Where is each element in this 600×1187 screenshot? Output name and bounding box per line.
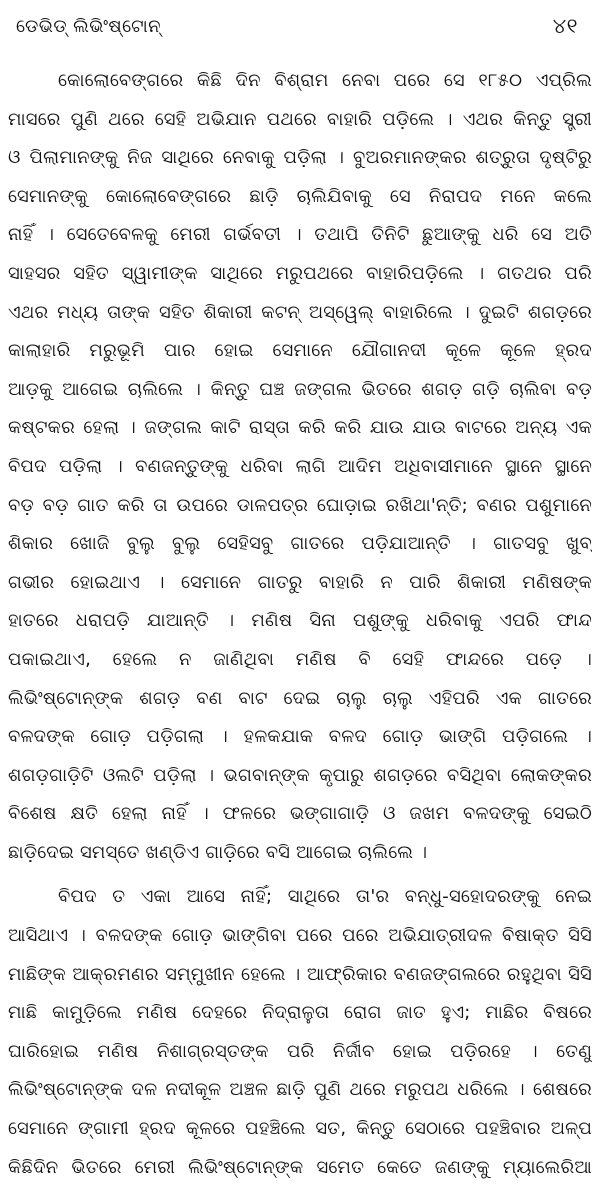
text-line: ଲିଭିଂଷ୍ଟୋନ୍‌ଙ୍କ ଶଗଡ଼ ବଣ ବାଟ ଦେଇ ଚାଲୁ ଚାଲୁ ଏହିପରି ଏକ ଗାତରେ: [8, 687, 592, 709]
running-header: [16, 0, 582, 52]
text-line: ଏଥର ମଧ୍ୟ ତାଙ୍କ ସହିତ ଶିକାରୀ କଟନ୍ ଅସ୍‌ୱେଲ୍ ବାହାରିଲେ । ଦୁଇଟି ଶଗଡ଼ରେ: [8, 301, 592, 323]
text-line: ସେମାନେ ଙ୍ଗାମୀ ହ୍ରଦ କୂଳରେ ପହଞ୍ଚିଲେ ସତ, କିନ୍ତୁ ସେଠାରେ ପହଞ୍ଚିବାର ଅଳ୍ପ: [8, 1118, 592, 1140]
text-line: ବିଶେଷ କ୍ଷତି ହେଲା ନାହିଁ । ଫଳରେ ଭଙ୍ଗାଗାଡ଼ି ଓ ଜଖମ ବଳଦଙ୍କୁ ସେଇଠି: [8, 803, 592, 825]
text-line: ଶିକାର ଖୋଜି ବୁଲୁ ବୁଲୁ ସେହିସବୁ ଗାତରେ ପଡ଼ିଯାଆନ୍ତି । ଗାତସବୁ ଖୁବ୍: [8, 533, 592, 555]
text-line: ସେମାନଙ୍କୁ କୋଲୋବେଙ୍ଗରେ ଛାଡ଼ି ଚାଲିଯିବାକୁ ସେ ନିରାପଦ ମନେ କଲେ: [8, 185, 592, 207]
text-line: ମାଛି କାମୁଡ଼ିଲେ ମଣିଷ ଦେହରେ ନିଦ୍ରାଳୁତା ରୋଗ ଜାତ ହୁଏ; ମାଛିର ବିଷରେ: [8, 1002, 592, 1024]
running-title: ଡେଭିଡ୍ ଲିଭିଂଷ୍ଟୋନ୍: [16, 15, 161, 37]
text-line: ମାଛିଙ୍କ ଆକ୍ରମଣର ସମ୍ମୁଖୀନ ହେଲେ । ଆଫ୍ରିକାର ବଣଜଙ୍ଗଲରେ ରହୁଥିବା ସିସି: [8, 963, 592, 985]
text-line: ଓ ପିଲାମାନଙ୍କୁ ନିଜ ସାଥିରେ ନେବାକୁ ପଡ଼ିଲା । ବୁଅରମାନଙ୍କର ଶତ୍ରୁତା ଦୃଷ୍ଟିରୁ: [8, 147, 592, 169]
text-line: ଘାରିହୋଇ ମଣିଷ ନିଶାଗ୍ରସ୍ତଙ୍କ ପରି ନିର୍ଜୀବ ହୋଇ ପଡ଼ିରହେ । ତେଣୁ: [8, 1040, 592, 1062]
text-line: କିଛିଦିନ ଭିତରେ ମେରୀ ଲିଭିଂଷ୍ଟୋନ୍‌ଙ୍କ ସମେତ କେତେ ଜଣଙ୍କୁ ମ୍ୟାଲେରିଆ: [8, 1156, 592, 1178]
text-line: ବଳଦଙ୍କ ଗୋଡ଼ ପଡ଼ିଗଲା । ହଳକଯାକ ବଳଦ ଗୋଡ଼ ଭାଙ୍ଗି ପଡ଼ିଗଲେ ।: [8, 726, 592, 748]
text-line: ଆସିଥାଏ । ବଳଦଙ୍କ ଗୋଡ଼ ଭାଙ୍ଗିବା ପରେ ପରେ ଅଭିଯାତ୍ରୀଦଳ ବିଷାକ୍ତ ସିସି: [8, 925, 592, 947]
text-line: କୋଲୋବେଙ୍ଗରେ କିଛି ଦିନ ବିଶ୍ରାମ ନେବା ପରେ ସେ ୧୮୫୦ ଏପ୍ରିଲ: [58, 70, 592, 91]
text-line: ବିପଦ ତ ଏକା ଆସେ ନାହିଁ; ସାଥିରେ ତା'ର ବନ୍ଧୁ-ସହୋଦରଙ୍କୁ ନେଇ: [58, 886, 592, 908]
paragraph-2: [8, 878, 592, 1187]
text-line: ପକାଇଥାଏ, ହେଲେ ନ ଜାଣିଥିବା ମଣିଷ ବି ସେହି ଫାନ୍ଦରେ ପଡ଼େ ।: [8, 648, 592, 670]
text-line: ଶଗଡ଼ଗାଡ଼ିଟି ଓଲଟି ପଡ଼ିଲା । ଭଗବାନ୍‌ଙ୍କ କୃପାରୁ ଶଗଡ଼ରେ ବସିଥିବା ଲୋକଙ୍କର: [8, 764, 592, 786]
text-line: ନାହିଁ । ସେତେବେଳକୁ ମେରୀ ଗର୍ଭବତୀ । ତଥାପି ତିନିଟି ଛୁଆଙ୍କୁ ଧରି ସେ ଅତି: [8, 224, 592, 246]
page-number: ୪୧: [552, 13, 578, 38]
text-line: ଆଡ଼କୁ ଆଗେଇ ଚାଲିଲେ । କିନ୍ତୁ ଘଞ୍ଚ ଜଙ୍ଗଲ ଭିତରେ ଶଗଡ଼ ଗଡ଼ି ଚାଲିବା ବଡ଼: [8, 378, 592, 400]
text-line: ବିପଦ ପଡ଼ିଲା । ବଣଜନ୍ତୁଙ୍କୁ ଧରିବା ଲାଗି ଆଦିମ ଅଧିବାସୀମାନେ ସ୍ଥାନେ ସ୍ଥାନେ: [8, 455, 592, 477]
text-line: କାଲାହାରି ମରୁଭୂମି ପାର ହୋଇ ସେମାନେ ଯୌଗାନଦୀ କୂଳେ କୂଳେ ହ୍ରଦ: [8, 340, 592, 362]
body-text: [8, 62, 592, 1187]
text-line: କଷ୍ଟକର ହେଲା । ଜଙ୍ଗଲ କାଟି ରାସ୍ତା କରି କରି ଯାଉ ଯାଉ ବାଟରେ ଅନ୍ୟ ଏକ: [8, 417, 592, 439]
text-line: ଲିଭିଂଷ୍ଟୋନ୍‌ଙ୍କ ଦଳ ନଦୀକୂଳ ଅଞ୍ଚଳ ଛାଡ଼ି ପୁଣି ଥରେ ମରୁପଥ ଧରିଲେ । ଶେଷରେ: [8, 1079, 592, 1101]
text-line: ଛାଡ଼ିଦେଇ ସମସ୍ତେ ଖଣ୍ଡିଏ ଗାଡ଼ିରେ ବସି ଆଗେଇ ଚାଲିଲେ ।: [8, 841, 428, 863]
text-line: ଗଭୀର ହୋଇଥାଏ । ସେମାନେ ଗାତରୁ ବାହାରି ନ ପାରି ଶିକାରୀ ମଣିଷଙ୍କ: [8, 571, 592, 593]
text-line: ସାହସର ସହିତ ସ୍ୱାମୀଙ୍କ ସାଥିରେ ମରୁପଥରେ ବାହାରିପଡ଼ିଲେ । ଗତଥର ପରି: [8, 262, 592, 284]
text-line: ମାସରେ ପୁଣି ଥରେ ସେହି ଅଭିଯାନ ପଥରେ ବାହାରି ପଡ଼ିଲେ । ଏଥର କିନ୍ତୁ ସ୍ତ୍ରୀ: [8, 108, 592, 130]
text-line: ବଡ଼ ବଡ଼ ଗାତ କରି ତା ଉପରେ ଡାଳପତ୍ର ଘୋଡ଼ାଇ ରଖିଥା'ନ୍ତି; ବଣର ପଶୁମାନେ: [8, 494, 592, 516]
text-line: ହାତରେ ଧରାପଡ଼ି ଯାଆନ୍ତି । ମଣିଷ ସିନା ପଶୁଙ୍କୁ ଧରିବାକୁ ଏପରି ଫାନ୍ଦ: [8, 610, 592, 632]
paragraph-1: [8, 62, 592, 872]
